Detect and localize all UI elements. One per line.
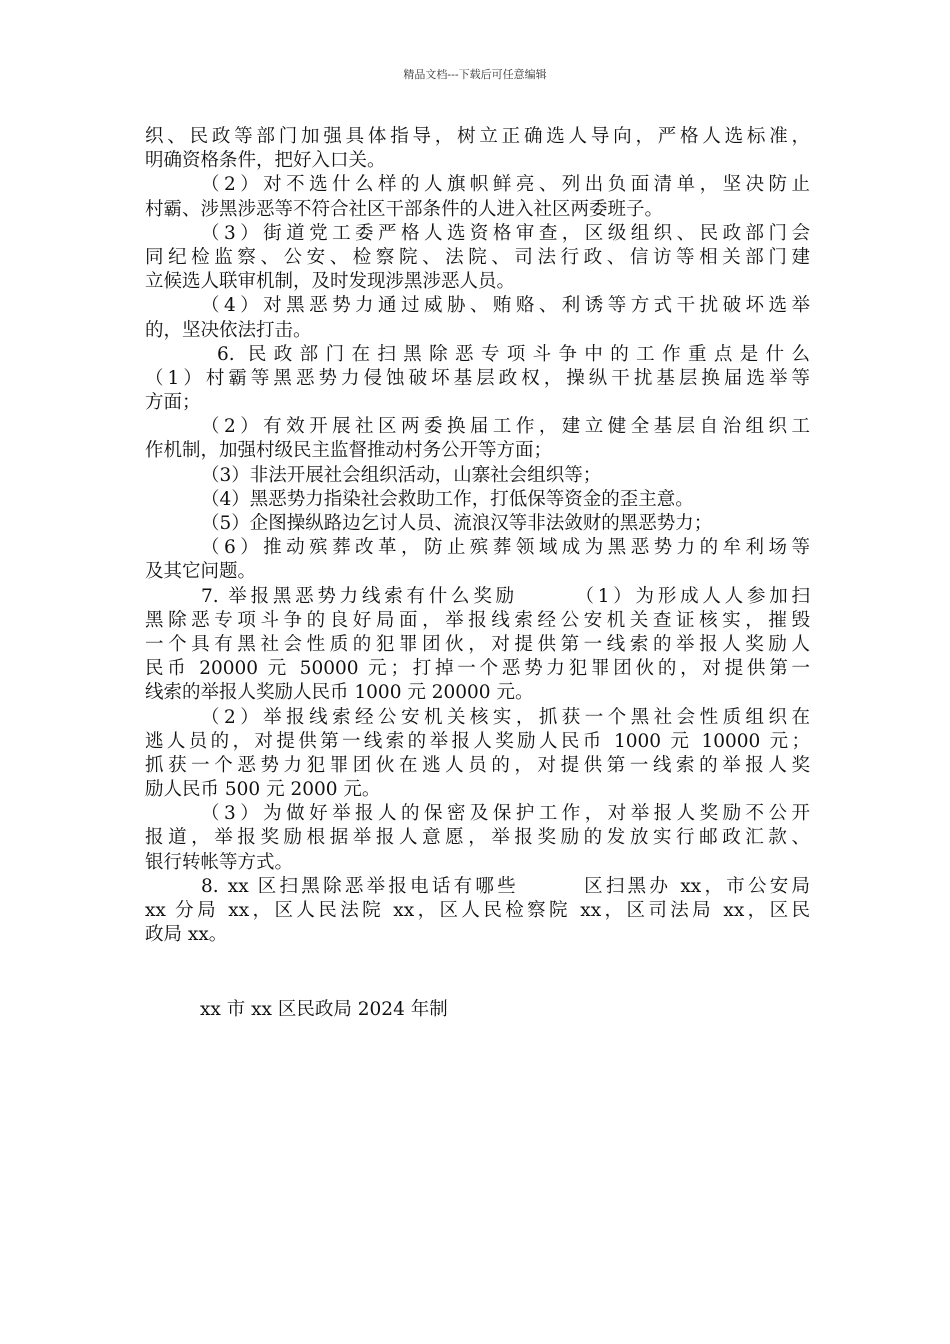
text-line: （4）黑恶势力指染社会救助工作，打低保等资金的歪主意。 [201, 488, 694, 510]
text-line: （4）对黑恶势力通过威胁、贿赂、利诱等方式干扰破坏选举 [201, 295, 810, 317]
page-header: 精品文档---下载后可任意编辑 [403, 68, 547, 81]
text-line: 明确资格条件，把好入口关。 [145, 150, 386, 172]
text-line: 的，坚决依法打击。 [145, 319, 312, 341]
text-line: 方面； [145, 392, 201, 414]
text-line: 报道，举报奖励根据举报人意愿，举报奖励的发放实行邮政汇款、 [145, 827, 810, 849]
text-line: 6. 民政部门在扫黑除恶专项斗争中的工作重点是什么 [217, 343, 810, 365]
text-line: 织、民政等部门加强具体指导，树立正确选人导向，严格人选标准， [145, 126, 810, 147]
text-line: 村霸、涉黑涉恶等不符合社区干部条件的人进入社区两委班子。 [145, 198, 664, 220]
text-line: （3）非法开展社会组织活动，山寨社会组织等； [201, 464, 602, 486]
text-line: （2）举报线索经公安机关核实，抓获一个黑社会性质组织在 [201, 706, 810, 728]
text-line: 一个具有黑社会性质的犯罪团伙，对提供第一线索的举报人奖励人 [145, 633, 810, 655]
document-body [145, 125, 810, 947]
text-line: xx 分局 xx，区人民法院 xx，区人民检察院 xx，区司法局 xx，区民 [145, 900, 810, 921]
text-line: 银行转帐等方式。 [145, 851, 294, 873]
text-line: 及其它问题。 [145, 561, 257, 583]
text-line: 励人民币 500 元 2000 元。 [145, 779, 381, 801]
text-line: 同纪检监察、公安、检察院、法院、司法行政、信访等相关部门建 [145, 246, 810, 268]
text-line: 民币 20000 元 50000 元；打掉一个恶势力犯罪团伙的，对提供第一 [145, 658, 810, 680]
text-line: 8. xx 区扫黑除恶举报电话有哪些 区扫黑办 xx，市公安局 [201, 875, 810, 897]
text-line: （1）村霸等黑恶势力侵蚀破坏基层政权，操纵干扰基层换届选举等 [145, 367, 810, 389]
text-line: 逃人员的，对提供第一线索的举报人奖励人民币 1000 元 10000 元； [145, 730, 810, 752]
text-line: 抓获一个恶势力犯罪团伙在逃人员的，对提供第一线索的举报人奖 [145, 754, 810, 776]
text-line: 立候选人联审机制，及时发现涉黑涉恶人员。 [145, 271, 516, 293]
text-line: 线索的举报人奖励人民币 1000 元 20000 元。 [145, 682, 534, 704]
text-line: （2）有效开展社区两委换届工作，建立健全基层自治组织工 [201, 416, 810, 438]
text-line: （6）推动殡葬改革，防止殡葬领域成为黑恶势力的牟利场等 [201, 537, 810, 559]
text-line: 7. 举报黑恶势力线索有什么奖励 （1）为形成人人参加扫 [201, 585, 810, 607]
text-line: （2）对不选什么样的人旗帜鲜亮、列出负面清单，坚决防止 [201, 174, 810, 196]
text-line: （5）企图操纵路边乞讨人员、流浪汉等非法敛财的黑恶势力； [201, 513, 713, 534]
document-footer: xx 市 xx 区民政局 2024 年制 [200, 999, 448, 1020]
text-line: （3）街道党工委严格人选资格审查，区级组织、民政部门会 [201, 222, 810, 244]
text-line: 黑除恶专项斗争的良好局面，举报线索经公安机关查证核实，摧毁 [145, 609, 810, 631]
text-line: 政局 xx。 [145, 924, 228, 946]
text-line: （3）为做好举报人的保密及保护工作，对举报人奖励不公开 [201, 803, 810, 825]
text-line: 作机制，加强村级民主监督推动村务公开等方面； [145, 440, 553, 462]
